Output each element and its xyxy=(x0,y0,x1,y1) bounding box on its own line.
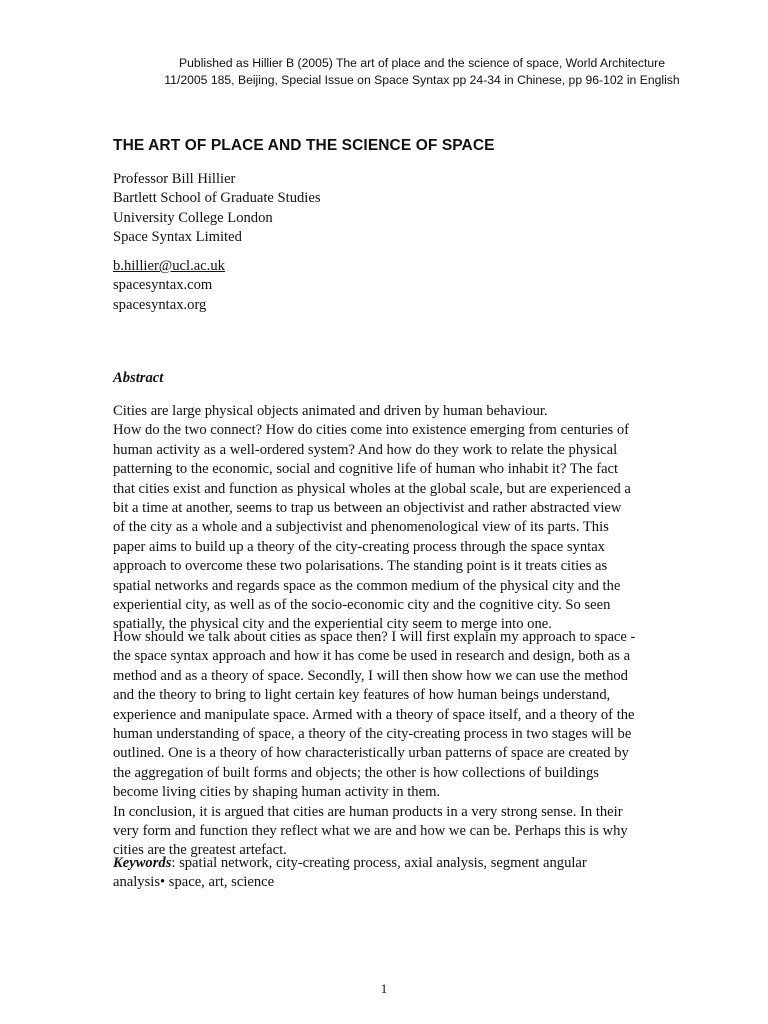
text-line: Cities are large physical objects animated and driven by human behaviour. xyxy=(113,403,548,419)
text-line: spatial networks and regards space as the common medium of the physical city and the xyxy=(113,577,621,594)
keywords-label: Keywords xyxy=(113,855,172,871)
text-line: bit a time at another, seems to trap us between an objectivist and rather abstracted view xyxy=(113,500,622,517)
text-line: and the theory to bring to light certain key features of how human beings understand, xyxy=(113,687,611,704)
publication-note-line: Published as Hillier B (2005) The art of place and the science of space, World Architecture xyxy=(179,56,665,70)
website-link: spacesyntax.com xyxy=(113,277,213,294)
keywords xyxy=(113,854,658,893)
paper-title: THE ART OF PLACE AND THE SCIENCE OF SPACE xyxy=(113,137,495,154)
author-affiliation: Space Syntax Limited xyxy=(113,229,242,246)
text-line: experience and manipulate space. Armed with a theory of space itself, and a theory of the xyxy=(113,706,635,723)
text-line: the aggregation of built forms and objects; the other is how collections of buildings xyxy=(113,764,599,781)
publication-note-line: 11/2005 185, Beijing, Special Issue on Space Syntax pp 24-34 in Chinese, pp 96-102 in English xyxy=(164,73,680,87)
text-line: experiential city, as well as of the socio-economic city and the cognitive city. So seen xyxy=(113,597,611,614)
text-line: patterning to the economic, social and cognitive life of human who inhabit it? The fact xyxy=(113,461,619,478)
text-line: cities are the greatest artefact. xyxy=(113,842,287,859)
keywords-line xyxy=(113,854,658,873)
abstract-paragraph-1 xyxy=(113,402,658,635)
text-line: outlined. One is a theory of how characteristically urban patterns of space are created by xyxy=(113,745,629,762)
abstract-paragraph-2 xyxy=(113,628,658,861)
email-link[interactable]: b.hillier@ucl.ac.uk xyxy=(113,258,225,274)
page-number: 1 xyxy=(380,981,388,996)
text-line: How should we talk about cities as space then? I will first explain my approach to space - xyxy=(113,629,636,645)
author-name: Professor Bill Hillier xyxy=(113,171,236,187)
text-line: method and as a theory of space. Secondly, I will then show how we can use the method xyxy=(113,667,628,684)
author-affiliation: Bartlett School of Graduate Studies xyxy=(113,190,321,207)
contact-block xyxy=(113,257,225,315)
text-line: the space syntax approach and how it has come be used in research and design, both as a xyxy=(113,648,631,665)
publication-note xyxy=(112,55,732,89)
keywords-text: : spatial network, city-creating process, axial analysis, segment angular xyxy=(171,855,587,871)
text-line: human understanding of space, a theory of the city-creating process in two stages will be xyxy=(113,726,632,743)
text-line: How do the two connect? How do cities come into existence emerging from centuries of xyxy=(113,422,630,439)
text-line: spatially, the physical city and the experiential city seem to merge into one. xyxy=(113,616,552,633)
text-line: become living cities by shaping human activity in them. xyxy=(113,784,441,801)
abstract-heading: Abstract xyxy=(113,370,164,386)
text-line: paper aims to build up a theory of the city-creating process through the space syntax xyxy=(113,538,605,555)
text-line: In conclusion, it is argued that cities are human products in a very strong sense. In their xyxy=(113,803,623,820)
text-line: very form and function they reflect what we are and how we can be. Perhaps this is why xyxy=(113,823,628,840)
text-line: that cities exist and function as physical wholes at the global scale, but are experienced a xyxy=(113,480,631,497)
author-block xyxy=(113,170,321,248)
text-line: approach to overcome these two polarisations. The standing point is it treats cities as xyxy=(113,558,608,575)
website-link: spacesyntax.org xyxy=(113,296,207,313)
text-line: human activity as a well-ordered system? And how do they work to relate the physical xyxy=(113,441,618,458)
author-affiliation: University College London xyxy=(113,209,273,226)
text-line: of the city as a whole and a subjectivist and phenomenological view of its parts. This xyxy=(113,519,609,536)
keywords-line: analysis• space, art, science xyxy=(113,874,275,891)
